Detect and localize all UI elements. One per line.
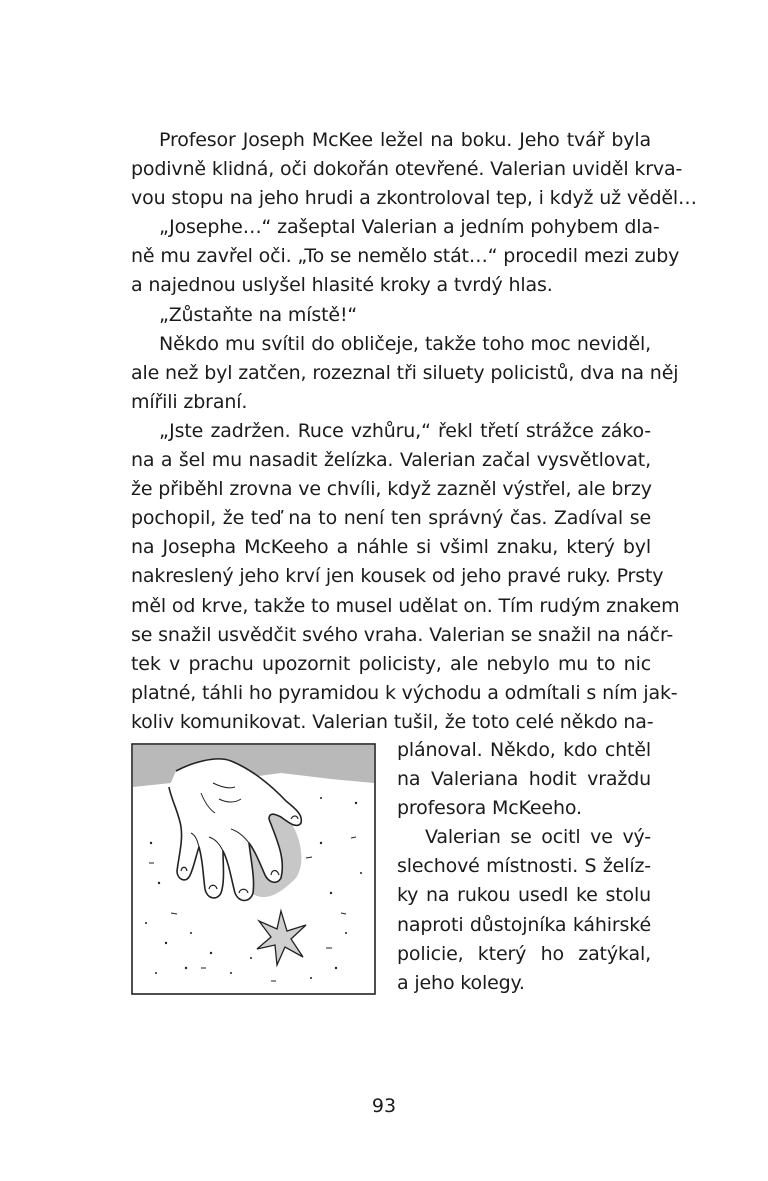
wrapped-text-line: na Valeriana hodit vraždu — [397, 768, 651, 791]
page-number: 93 — [371, 1095, 397, 1117]
wrapped-text-line: profesora McKeeho. — [397, 797, 582, 820]
wrapped-text — [397, 736, 651, 998]
wrapped-text-line: slechové místnosti. S želíz- — [397, 855, 651, 878]
body-text-line: nakreslený jeho krví jen kousek od jeho pravé ruky. Prsty — [131, 565, 664, 588]
body-text-line: na a šel mu nasadit želízka. Valerian začal vysvětlovat, — [131, 449, 651, 472]
body-text-line: „Zůstaňte na místě!“ — [159, 303, 358, 326]
body-text-line: koliv komunikovat. Valerian tušil, že toto celé někdo na- — [131, 710, 654, 733]
body-text-line: Profesor Joseph McKee ležel na boku. Jeho tvář byla — [159, 129, 651, 151]
body-text-line: a najednou uslyšel hlasité kroky a tvrdý hlas. — [131, 274, 553, 297]
wrapped-text-line: naproti důstojníka káhirské — [397, 913, 651, 936]
wrapped-text-line: policie, který ho zatýkal, — [397, 942, 651, 965]
body-text-line: pochopil, že teď na to není ten správný čas. Zadíval se — [131, 507, 651, 530]
body-text-line: platné, táhli ho pyramidou k východu a odmítali s ním jak- — [131, 681, 678, 704]
body-text-line: podivně klidná, oči dokořán otevřené. Valerian uviděl krva- — [131, 158, 683, 181]
body-text-line: že přiběhl zrovna ve chvíli, když zazněl výstřel, ale brzy — [131, 478, 652, 501]
body-text-line: „Jste zadržen. Ruce vzhůru,“ řekl třetí strážce záko- — [159, 419, 651, 442]
wrapped-text-line: Valerian se ocitl ve vý- — [425, 826, 651, 849]
hand-drawing-illustration — [131, 743, 376, 995]
body-text-line: ale než byl zatčen, rozeznal tři siluety policistů, dva na něj — [131, 361, 679, 384]
body-text-line: na Josepha McKeeho a náhle si všiml znaku, který byl — [131, 536, 651, 559]
wrapped-text-line: plánoval. Někdo, kdo chtěl — [397, 739, 651, 761]
body-text-line: mířili zbraní. — [131, 390, 248, 413]
body-text-line: „Josephe…“ zašeptal Valerian a jedním pohybem dla- — [159, 216, 660, 239]
body-text-line: tek v prachu upozornit policisty, ale nebylo mu to nic — [131, 652, 651, 675]
wrapped-text-line: a jeho kolegy. — [397, 971, 525, 994]
body-text-line: měl od krve, takže to musel udělat on. Tím rudým znakem — [131, 594, 680, 617]
wrapped-text-line: ky na rukou usedl ke stolu — [397, 884, 651, 907]
body-text-line: vou stopu na jeho hrudi a zkontroloval tep, i když už věděl… — [131, 187, 697, 210]
body-text — [131, 126, 697, 737]
body-text-line: ně mu zavřel oči. „To se nemělo stát…“ procedil mezi zuby — [131, 245, 680, 268]
body-text-line: se snažil usvědčit svého vraha. Valerian se snažil na náčr- — [131, 623, 674, 646]
body-text-line: Někdo mu svítil do obličeje, takže toho moc neviděl, — [159, 332, 651, 355]
